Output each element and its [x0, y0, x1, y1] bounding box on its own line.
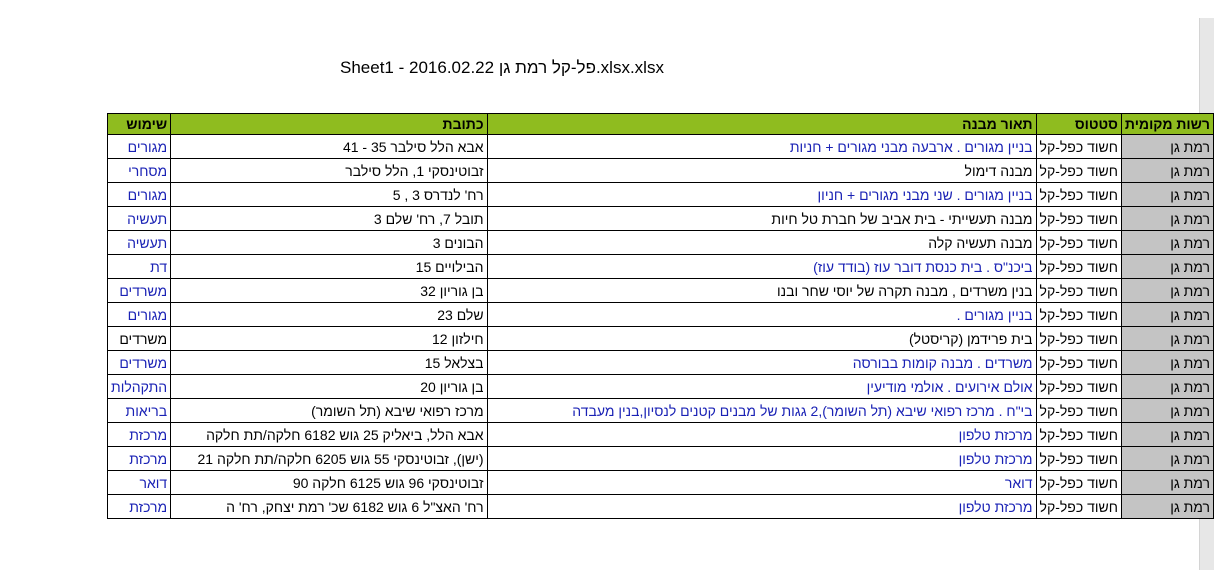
cell-municipality: רמת גן [1121, 231, 1213, 255]
header-use: שימוש [108, 114, 171, 135]
table-row [108, 495, 1214, 519]
cell-address: רח' האצ"ל 6 גוש 6182 שכ' רמת יצחק, רח' ה [171, 495, 487, 519]
cell-use: משרדים [108, 351, 171, 375]
cell-description: בניין מגורים . ארבעה מבני מגורים + חניות [487, 135, 1036, 159]
cell-use: מרכזת [108, 495, 171, 519]
cell-address: בצלאל 15 [171, 351, 487, 375]
header-muni: רשות מקומית [1121, 114, 1213, 135]
cell-address: שלם 23 [171, 303, 487, 327]
table-row [108, 231, 1214, 255]
cell-municipality: רמת גן [1121, 207, 1213, 231]
cell-status: חשוד כפל-קל [1036, 183, 1121, 207]
cell-description: משרדים . מבנה קומות בבורסה [487, 351, 1036, 375]
cell-address: זבוטינסקי 96 גוש 6125 חלקה 90 [171, 471, 487, 495]
cell-status: חשוד כפל-קל [1036, 375, 1121, 399]
table-row [108, 447, 1214, 471]
cell-description: ביכנ"ס . בית כנסת דובר עוז (בודד עוז) [487, 255, 1036, 279]
cell-status: חשוד כפל-קל [1036, 327, 1121, 351]
header-address: כתובת [171, 114, 487, 135]
cell-address: חילזון 12 [171, 327, 487, 351]
cell-status: חשוד כפל-קל [1036, 495, 1121, 519]
header-row [108, 114, 1214, 135]
table-row [108, 207, 1214, 231]
cell-use: משרדים [108, 327, 171, 351]
cell-use: בריאות [108, 399, 171, 423]
cell-municipality: רמת גן [1121, 495, 1213, 519]
cell-use: מרכזת [108, 447, 171, 471]
cell-municipality: רמת גן [1121, 327, 1213, 351]
cell-status: חשוד כפל-קל [1036, 351, 1121, 375]
cell-address: רח' לנדרס 3 , 5 [171, 183, 487, 207]
cell-status: חשוד כפל-קל [1036, 447, 1121, 471]
cell-status: חשוד כפל-קל [1036, 471, 1121, 495]
cell-description: דואר [487, 471, 1036, 495]
cell-use: דואר [108, 471, 171, 495]
cell-status: חשוד כפל-קל [1036, 135, 1121, 159]
table-row [108, 327, 1214, 351]
table-row [108, 303, 1214, 327]
cell-address: (ישן), זבוטינסקי 55 גוש 6205 חלקה/תת חלקה 21 [171, 447, 487, 471]
cell-description: מרכזת טלפון [487, 423, 1036, 447]
cell-address: הבונים 3 [171, 231, 487, 255]
cell-description: בניין מגורים . שני מבני מגורים + חניון [487, 183, 1036, 207]
cell-use: מגורים [108, 183, 171, 207]
cell-description: מרכזת טלפון [487, 495, 1036, 519]
spreadsheet-table [107, 113, 1214, 519]
cell-status: חשוד כפל-קל [1036, 255, 1121, 279]
table-row [108, 471, 1214, 495]
header-desc: תאור מבנה [487, 114, 1036, 135]
table-row [108, 399, 1214, 423]
cell-status: חשוד כפל-קל [1036, 207, 1121, 231]
cell-municipality: רמת גן [1121, 159, 1213, 183]
table-row [108, 255, 1214, 279]
cell-description: בית פרידמן (קריסטל) [487, 327, 1036, 351]
cell-municipality: רמת גן [1121, 255, 1213, 279]
cell-address: אבא הלל סילבר 35 - 41 [171, 135, 487, 159]
cell-status: חשוד כפל-קל [1036, 279, 1121, 303]
cell-description: מבנה דימול [487, 159, 1036, 183]
cell-municipality: רמת גן [1121, 399, 1213, 423]
cell-use: מסחרי [108, 159, 171, 183]
cell-use: התקהלות [108, 375, 171, 399]
cell-municipality: רמת גן [1121, 375, 1213, 399]
cell-status: חשוד כפל-קל [1036, 423, 1121, 447]
table-row [108, 183, 1214, 207]
cell-address: אבא הלל, ביאליק 25 גוש 6182 חלקה/תת חלקה [171, 423, 487, 447]
cell-address: זבוטינסקי 1, הלל סילבר [171, 159, 487, 183]
cell-use: מרכזת [108, 423, 171, 447]
cell-address: תובל 7, רח' שלם 3 [171, 207, 487, 231]
cell-use: דת [108, 255, 171, 279]
table-row [108, 351, 1214, 375]
table-row [108, 423, 1214, 447]
cell-address: מרכז רפואי שיבא (תל השומר) [171, 399, 487, 423]
cell-municipality: רמת גן [1121, 183, 1213, 207]
cell-use: תעשיה [108, 231, 171, 255]
header-status: סטטוס [1036, 114, 1121, 135]
cell-address: הבילויים 15 [171, 255, 487, 279]
cell-description: מרכזת טלפון [487, 447, 1036, 471]
cell-municipality: רמת גן [1121, 279, 1213, 303]
cell-use: תעשיה [108, 207, 171, 231]
cell-municipality: רמת גן [1121, 303, 1213, 327]
cell-status: חשוד כפל-קל [1036, 159, 1121, 183]
cell-address: בן גוריון 32 [171, 279, 487, 303]
cell-municipality: רמת גן [1121, 351, 1213, 375]
cell-address: בן גוריון 20 [171, 375, 487, 399]
cell-description: בניין מגורים . [487, 303, 1036, 327]
cell-municipality: רמת גן [1121, 423, 1213, 447]
table-row [108, 135, 1214, 159]
cell-status: חשוד כפל-קל [1036, 303, 1121, 327]
cell-status: חשוד כפל-קל [1036, 231, 1121, 255]
cell-use: מגורים [108, 303, 171, 327]
table-row [108, 159, 1214, 183]
cell-description: מבנה תעשייתי - בית אביב של חברת טל חיות [487, 207, 1036, 231]
page-title: Sheet1 - פל-קל רמת גן 2016.02.22.xlsx.xlsx [340, 58, 664, 77]
cell-description: בנין משרדים , מבנה תקרה של יוסי שחר ובנו [487, 279, 1036, 303]
cell-description: אולם אירועים . אולמי מודיעין [487, 375, 1036, 399]
cell-description: מבנה תעשיה קלה [487, 231, 1036, 255]
cell-use: מגורים [108, 135, 171, 159]
table-row [108, 375, 1214, 399]
cell-use: משרדים [108, 279, 171, 303]
cell-description: בי"ח . מרכז רפואי שיבא (תל השומר),2 גגות של מבנים קטנים לנסיון,בנין מעבדה [487, 399, 1036, 423]
cell-municipality: רמת גן [1121, 471, 1213, 495]
cell-municipality: רמת גן [1121, 135, 1213, 159]
cell-municipality: רמת גן [1121, 447, 1213, 471]
table-row [108, 279, 1214, 303]
cell-status: חשוד כפל-קל [1036, 399, 1121, 423]
